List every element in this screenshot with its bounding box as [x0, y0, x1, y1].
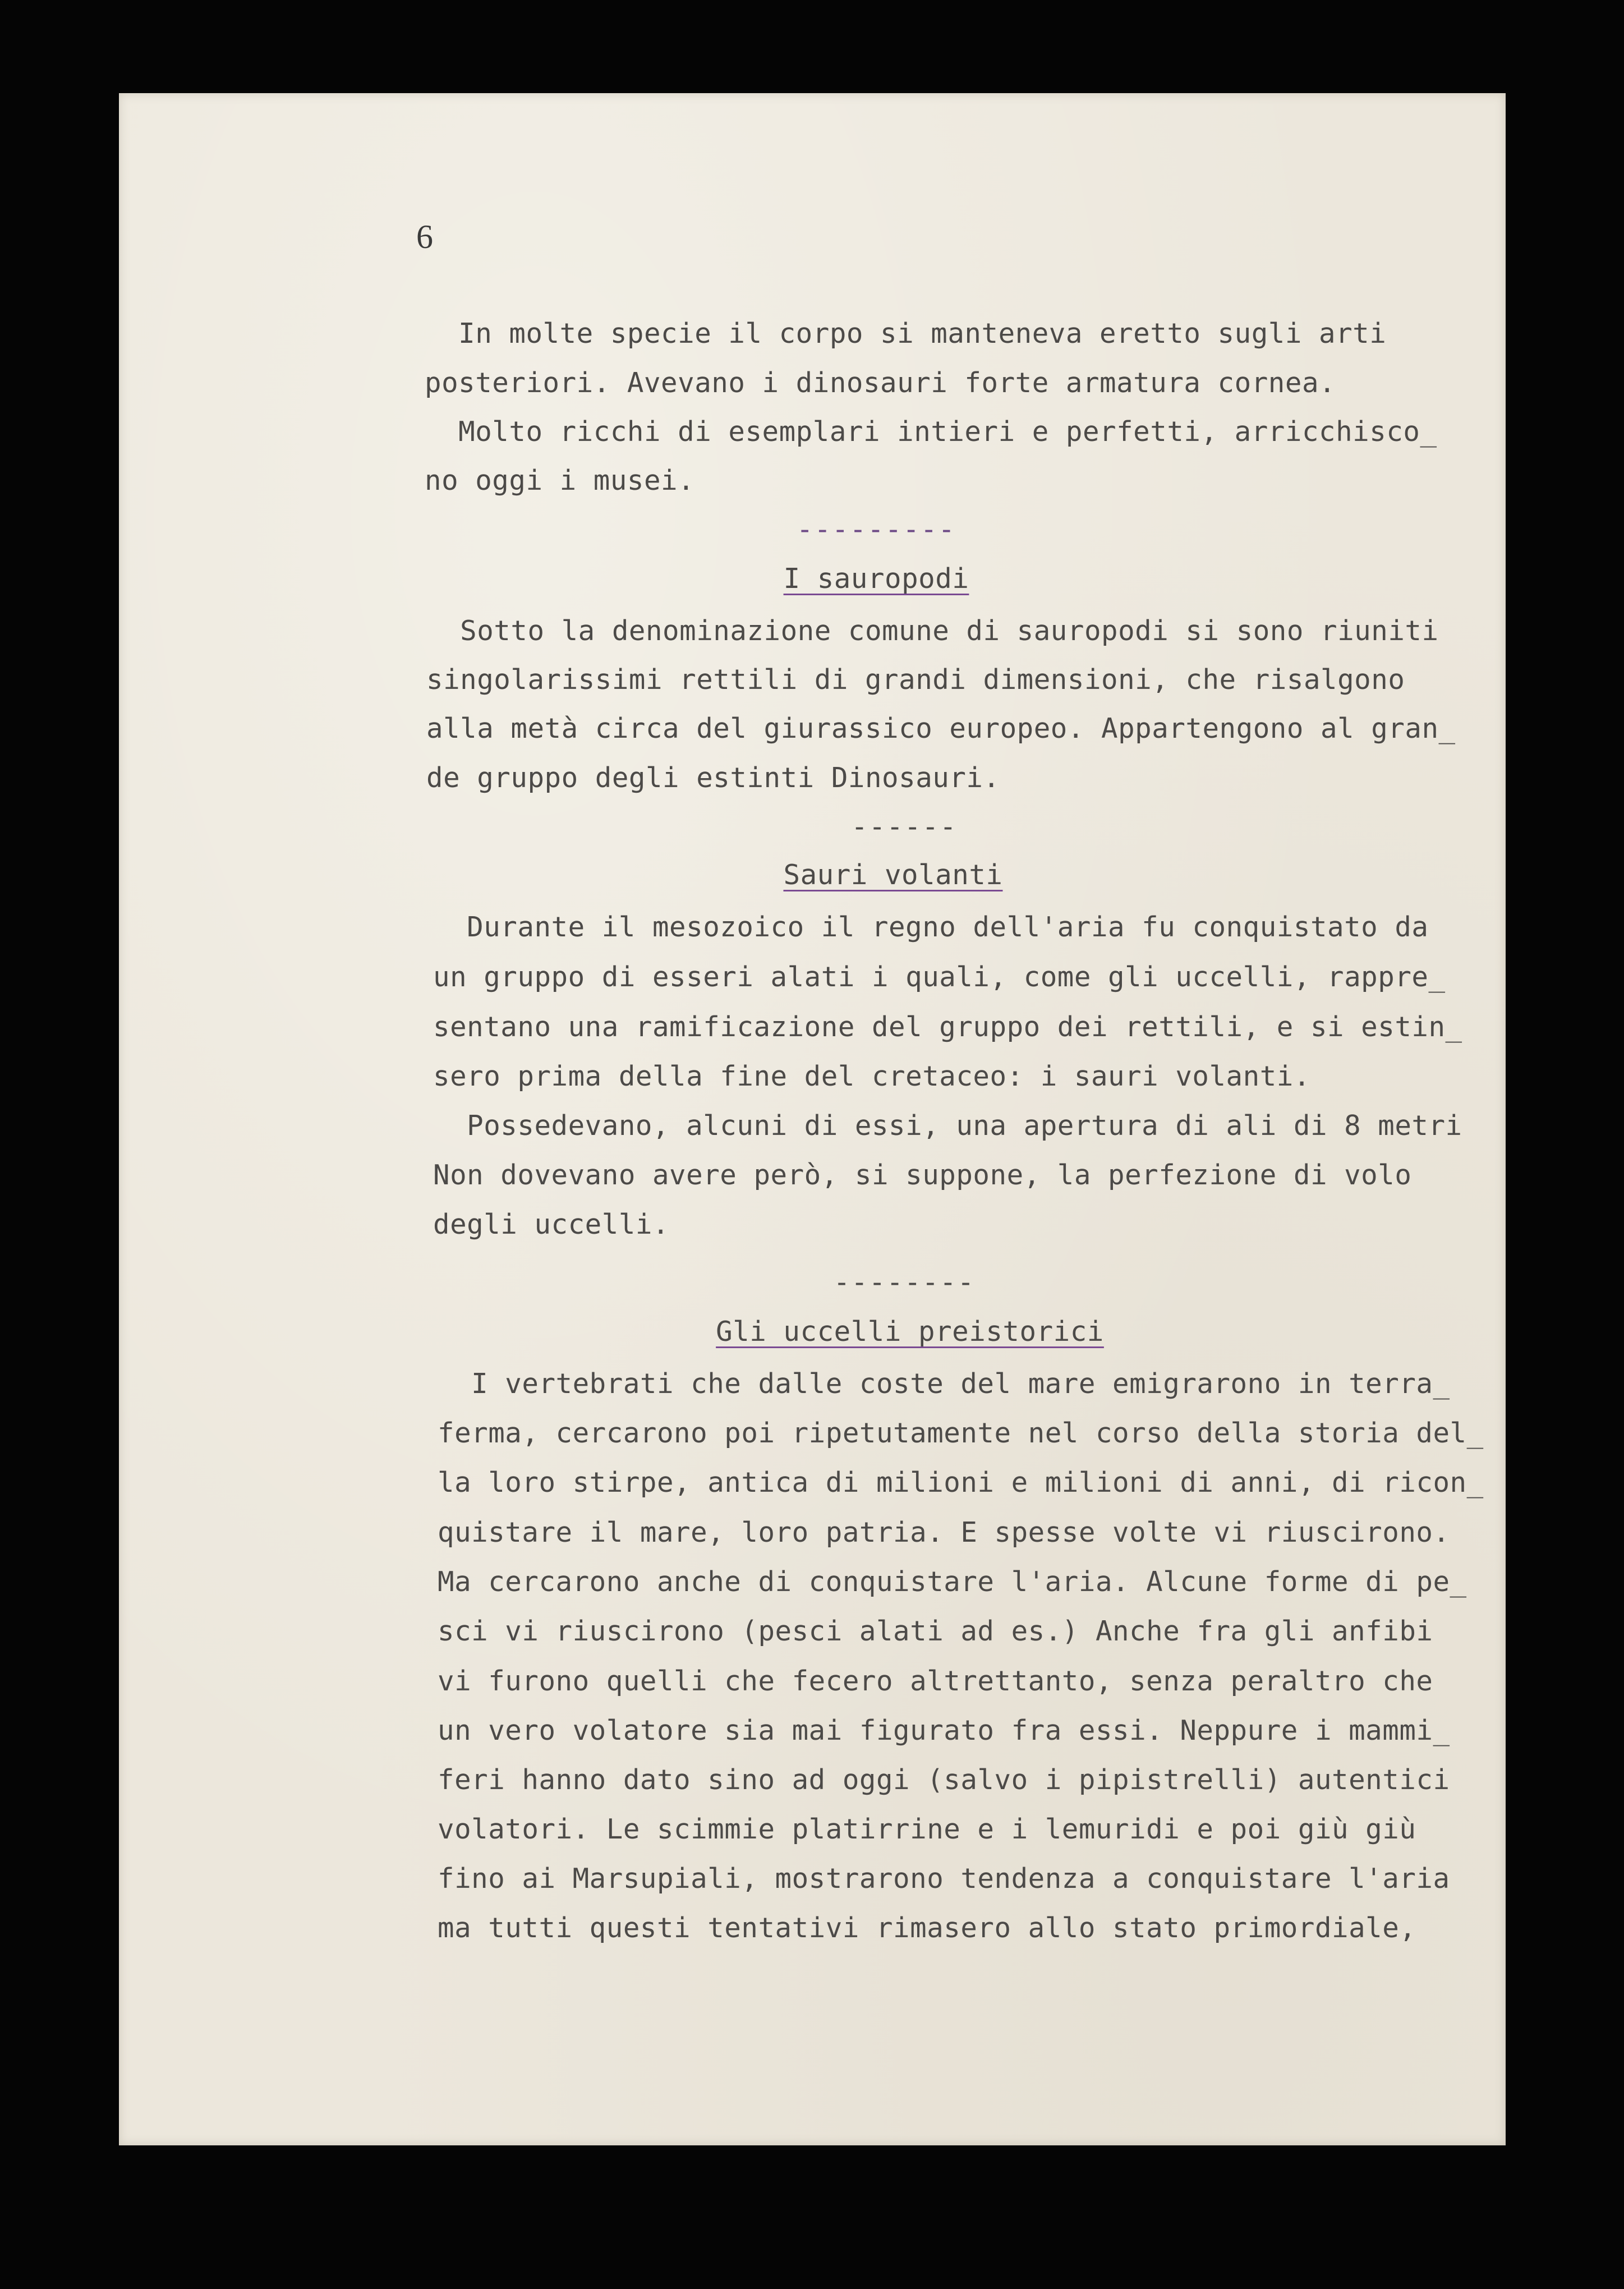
text-line: sero prima della fine del cretaceo: i sauri volanti. [433, 1060, 1310, 1092]
text-line: un gruppo di esseri alati i quali, come gli uccelli, rappre_ [433, 960, 1446, 993]
text-line: Ma cercarono anche di conquistare l'aria. Alcune forme di pe_ [438, 1565, 1467, 1598]
section-heading-sauri-volanti: Sauri volanti [783, 858, 1003, 891]
text-line: alla metà circa del giurassico europeo. Appartengono al gran_ [426, 712, 1456, 744]
text-line: Sotto la denominazione comune di sauropodi si sono riuniti [426, 614, 1439, 647]
text-line: I vertebrati che dalle coste del mare emigrarono in terra_ [438, 1367, 1450, 1400]
text-line: un vero volatore sia mai figurato fra essi. Neppure i mammi_ [438, 1714, 1450, 1746]
text-line: Possedevano, alcuni di essi, una apertura di ali di 8 metri [433, 1109, 1462, 1142]
section-separator: ------ [851, 810, 958, 843]
text-line: posteriori. Avevano i dinosauri forte armatura cornea. [425, 366, 1336, 399]
text-line: de gruppo degli estinti Dinosauri. [426, 761, 1000, 794]
section-heading-uccelli-preistorici: Gli uccelli preistorici [716, 1315, 1104, 1348]
text-line: sci vi riuscirono (pesci alati ad es.) Anche fra gli anfibi [438, 1615, 1433, 1647]
text-line: vi furono quelli che fecero altrettanto, senza peraltro che [438, 1665, 1433, 1697]
typewritten-page [119, 93, 1506, 2145]
text-line: sentano una ramificazione del gruppo dei rettili, e si estin_ [433, 1010, 1462, 1043]
text-line: no oggi i musei. [425, 464, 695, 497]
text-line: ferma, cercarono poi ripetutamente nel corso della storia del_ [438, 1417, 1484, 1449]
section-separator: -------- [833, 1266, 976, 1298]
text-line: Molto ricchi di esemplari intieri e perfetti, arricchisco_ [425, 415, 1437, 448]
text-line: degli uccelli. [433, 1208, 670, 1240]
section-separator: --------- [796, 513, 956, 545]
text-line: ma tutti questi tentativi rimasero allo stato primordiale, [438, 1911, 1416, 1944]
text-line: quistare il mare, loro patria. E spesse volte vi riuscirono. [438, 1516, 1450, 1548]
page-number: 6 [416, 218, 433, 255]
text-line: volatori. Le scimmie platirrine e i lemuridi e poi giù giù [438, 1813, 1416, 1845]
text-line: singolarissimi rettili di grandi dimensioni, che risalgono [426, 663, 1405, 696]
text-line: fino ai Marsupiali, mostrarono tendenza a conquistare l'aria [438, 1862, 1450, 1895]
text-line: In molte specie il corpo si manteneva eretto sugli arti [425, 317, 1387, 350]
text-line: Durante il mesozoico il regno dell'aria fu conquistato da [433, 911, 1429, 943]
text-line: feri hanno dato sino ad oggi (salvo i pipistrelli) autentici [438, 1763, 1450, 1796]
text-line: Non dovevano avere però, si suppone, la perfezione di volo [433, 1159, 1412, 1191]
section-heading-sauropodi: I sauropodi [783, 562, 969, 595]
text-line: la loro stirpe, antica di milioni e milioni di anni, di ricon_ [438, 1466, 1484, 1499]
